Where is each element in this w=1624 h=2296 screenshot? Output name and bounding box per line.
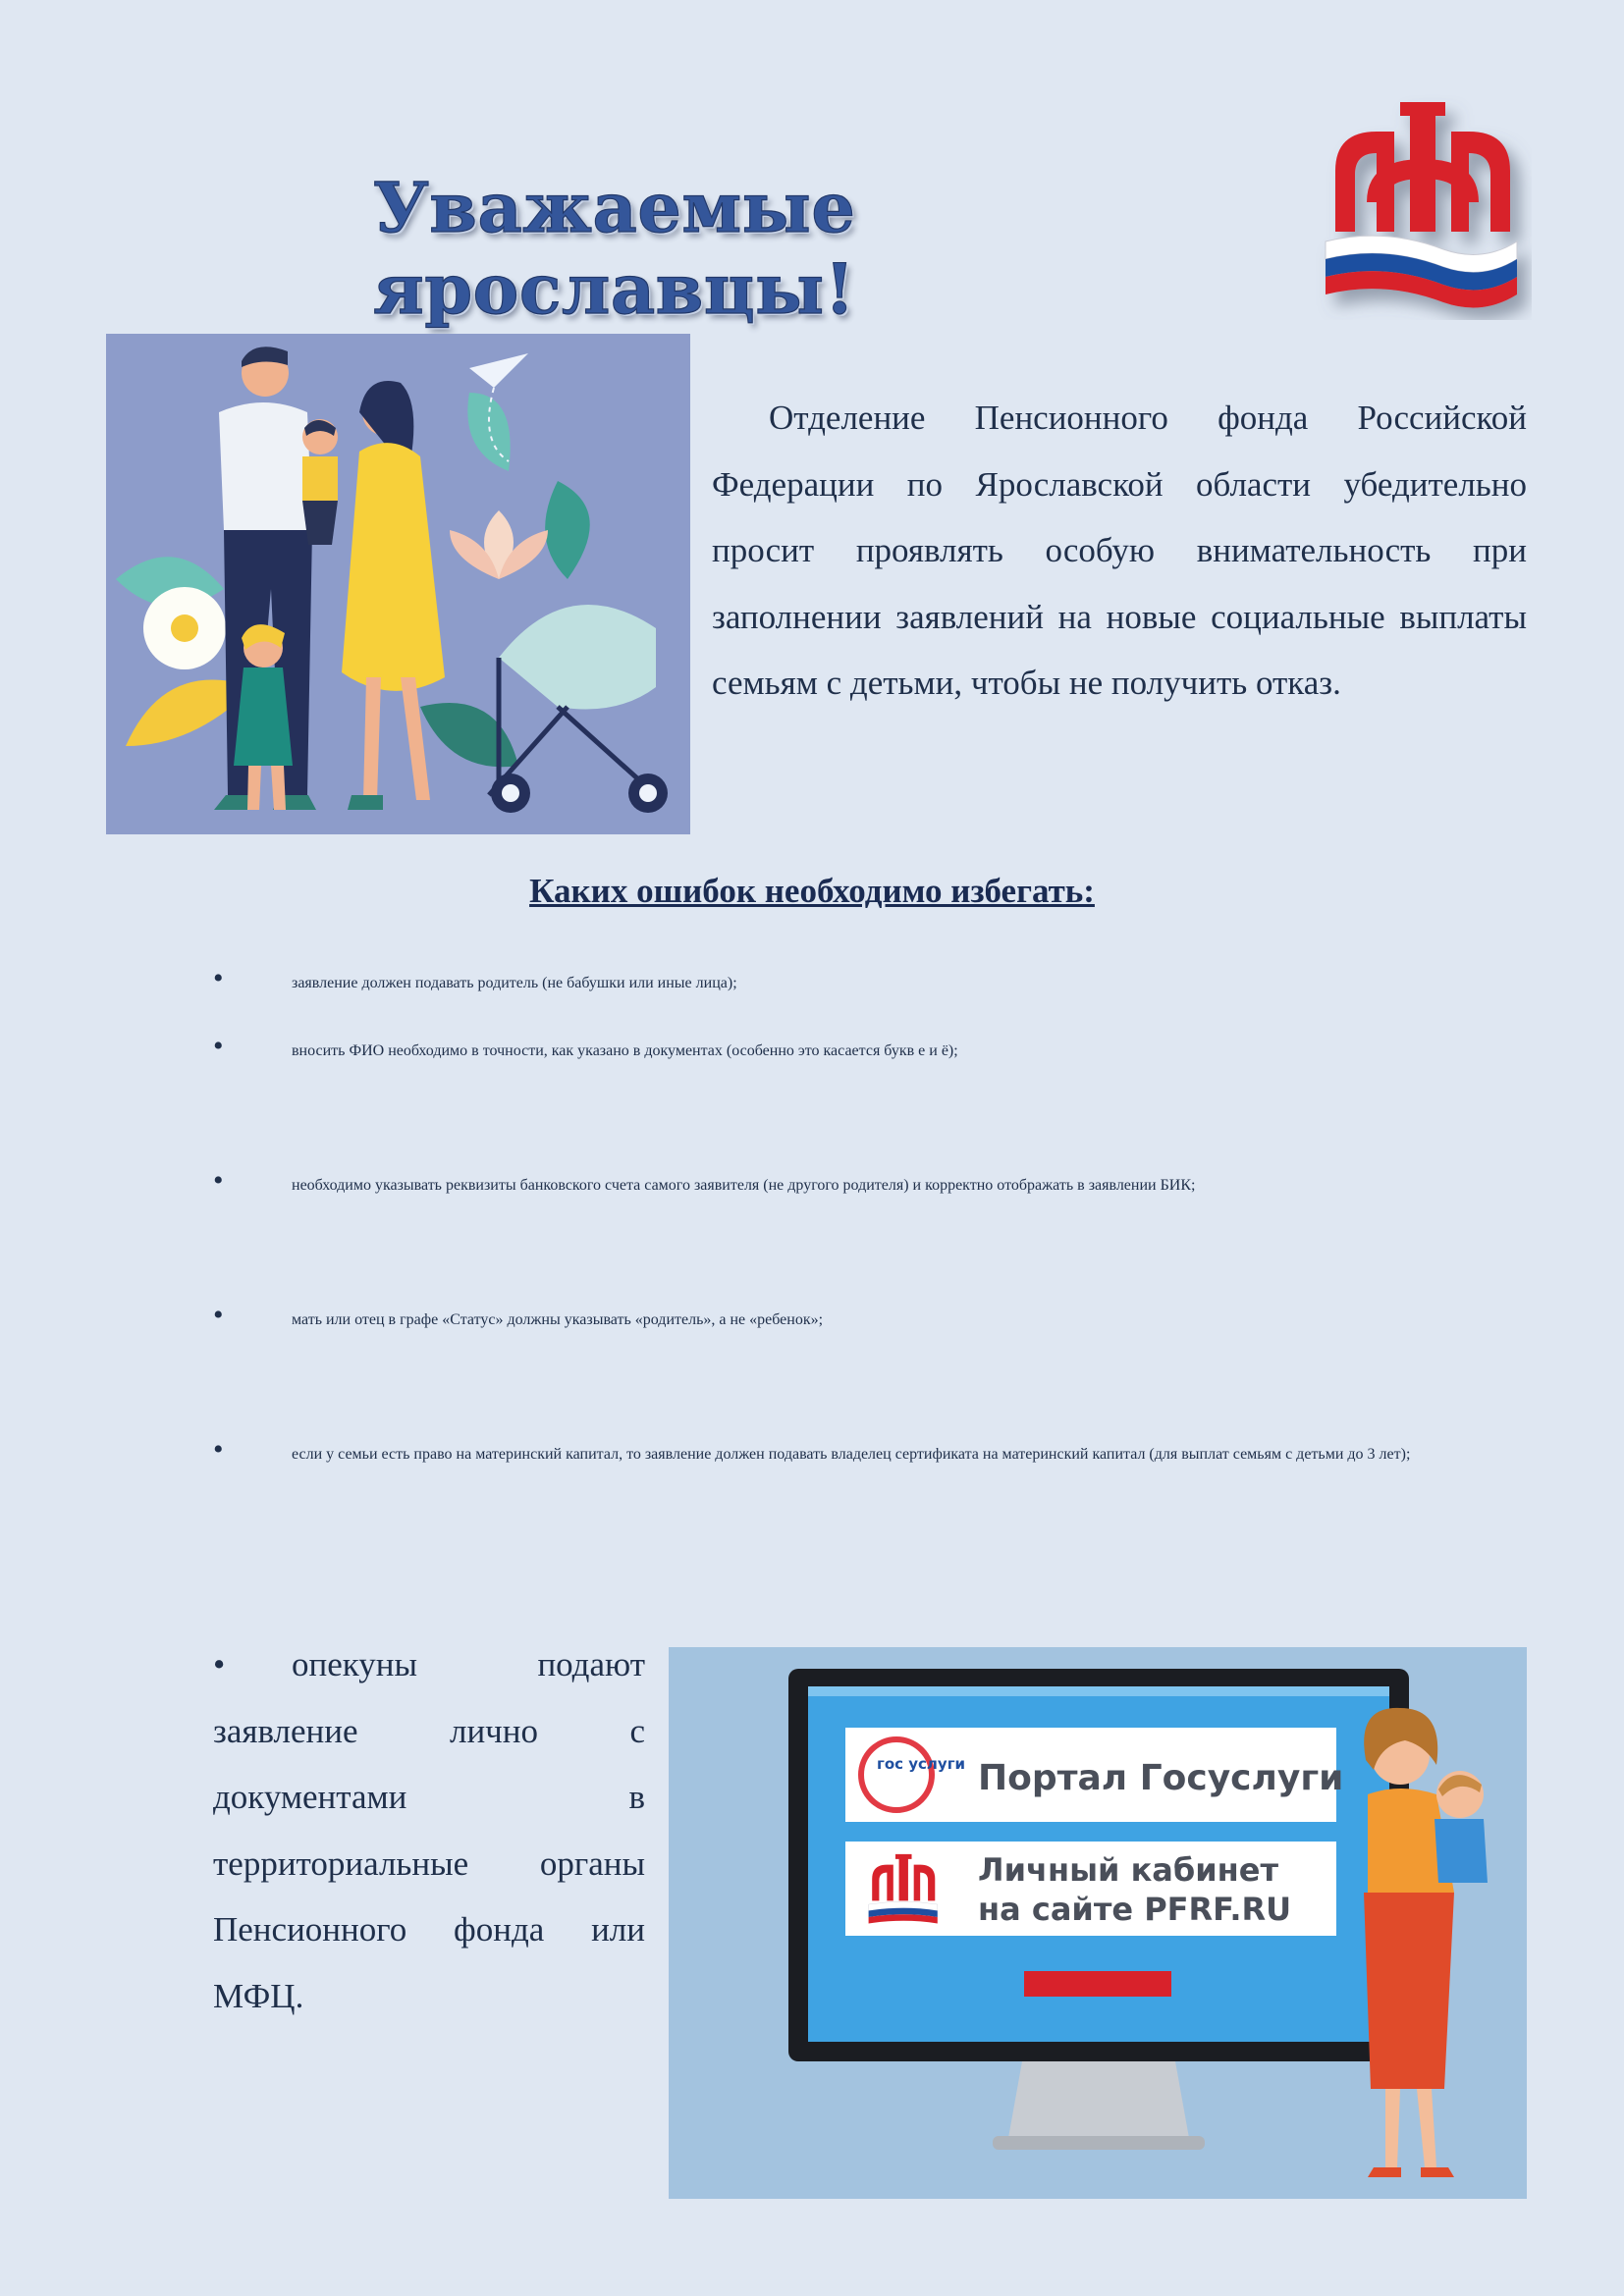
bullet-icon — [213, 1433, 292, 1467]
pfr-logo-icon — [1316, 94, 1532, 320]
intro-text: Отделение Пенсионного фонда Российской Федерации по Ярославской области убедительно просит проявлять особую внимательность при заполнении заявлений на новые социальные выплаты семьям с детьми, чтобы не получить отказ. — [712, 399, 1527, 702]
cabinet-label-2: на сайте PFRF.RU — [978, 1891, 1292, 1928]
list-item: •заявление должен подавать родитель (не бабушки или иные лица); — [213, 962, 1527, 995]
family-illustration — [106, 334, 690, 834]
list-item: •необходимо указывать реквизиты банковского счета самого заявителя (не другого родителя) и корректно отображать в заявлении БИК; — [213, 1164, 1527, 1198]
list-item: •если у семьи есть право на материнский капитал, то заявление должен подавать владелец сертификата на материнский капитал (для выплат семьям с детьми до 3 лет); — [213, 1433, 1527, 1467]
cabinet-label-1: Личный кабинет — [978, 1851, 1279, 1889]
bullet-icon — [213, 1030, 292, 1063]
bullet-icon — [213, 1299, 292, 1332]
gosuslugi-logo-text: гос услуги — [877, 1755, 966, 1773]
page-title: Уважаемые ярославцы! — [373, 167, 856, 330]
portal-label: Портал Госуслуги — [978, 1758, 1344, 1798]
errors-heading: Каких ошибок необходимо избегать: — [529, 872, 1095, 910]
list-item: •мать или отец в графе «Статус» должны указывать «родитель», а не «ребенок»; — [213, 1299, 1527, 1332]
gosuslugi-illustration — [669, 1647, 1527, 2199]
bullet-icon — [213, 962, 292, 995]
intro-paragraph — [712, 385, 1527, 717]
list-item-guardians: • опекуны подают заявление лично с документами в территориальные органы Пенсионного фонда или МФЦ. — [213, 1631, 645, 2029]
bullet-icon: • — [213, 1645, 226, 1683]
list-item: •вносить ФИО необходимо в точности, как указано в документах (особенно это касается букв е и ё); — [213, 1030, 1527, 1063]
bullet-icon — [213, 1164, 292, 1198]
